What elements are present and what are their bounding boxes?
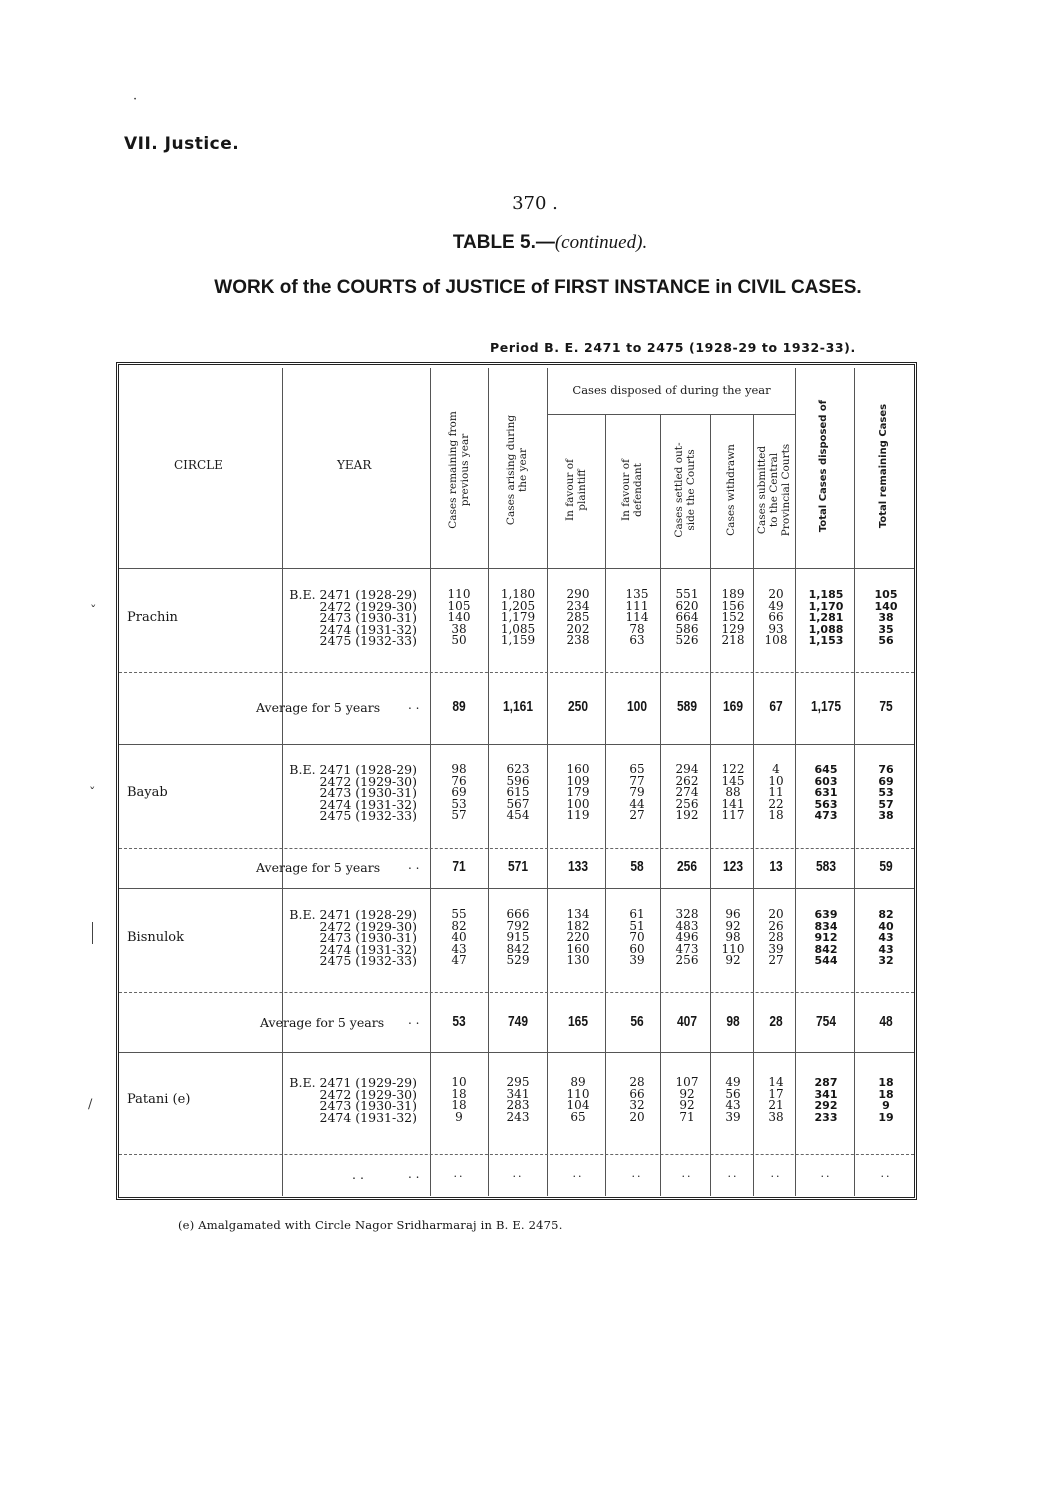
margin-mark: ˇ (90, 604, 97, 619)
cell-submitted: 20 49 66 93 108 (764, 587, 788, 647)
cell-total-disposed: 1,185 1,170 1,281 1,088 1,153 (808, 588, 844, 647)
header-rule (547, 414, 795, 415)
cell-remaining-prev: 55 82 40 43 47 (451, 907, 467, 967)
circle-name: Bayab (127, 784, 168, 800)
row-rule (119, 1052, 914, 1053)
average-label: Average for 5 years (260, 1015, 385, 1030)
average-remaining-prev: 53 (452, 1013, 466, 1030)
cell-settled: 328 483 496 473 256 (675, 907, 699, 967)
header-circle: CIRCLE (174, 458, 223, 472)
header-withdrawn: Cases withdrawn (725, 444, 737, 536)
cell-settled: 294 262 274 256 192 (675, 762, 699, 822)
table-title (0, 232, 1040, 254)
cell-plaintiff: 290 234 285 202 238 (566, 587, 590, 647)
column-rule (660, 414, 661, 1196)
average-total-remaining: 59 (879, 858, 893, 875)
average-total-disposed: 583 (815, 858, 837, 875)
cell-submitted: 20 26 28 39 27 (768, 907, 784, 967)
margin-mark: · (133, 92, 138, 107)
average-settled: 589 (676, 698, 698, 715)
average-withdrawn: 98 (726, 1013, 740, 1030)
circle-name: Prachin (127, 609, 178, 625)
cell-total-remaining: 105 140 38 35 56 (874, 588, 898, 647)
cell-plaintiff: 160 109 179 100 119 (566, 762, 590, 822)
cell-remaining-prev: 110 105 140 38 50 (447, 587, 471, 647)
average-settled: 256 (676, 858, 698, 875)
average-total-remaining: .. (880, 1167, 892, 1180)
cell-defendant: 135 111 114 78 63 (625, 587, 649, 647)
leader-dots: . . (408, 698, 420, 712)
cell-total-remaining: 18 18 9 19 (878, 1076, 894, 1124)
average-label: Average for 5 years (256, 860, 381, 875)
circle-name: Bisnulok (127, 929, 184, 945)
cell-remaining-prev: 10 18 18 9 (451, 1075, 467, 1124)
average-total-disposed: .. (820, 1167, 832, 1180)
cell-total-remaining: 76 69 53 57 38 (878, 763, 894, 822)
cell-settled: 107 92 92 71 (675, 1075, 699, 1124)
cell-settled: 551 620 664 586 526 (675, 587, 699, 647)
cell-total-remaining: 82 40 43 43 32 (878, 908, 894, 967)
margin-mark (92, 922, 93, 944)
cell-defendant: 65 77 79 44 27 (629, 762, 645, 822)
header-total-remaining: Total remaining Cases (878, 403, 889, 529)
cell-withdrawn: 49 56 43 39 (725, 1075, 741, 1124)
average-remaining-prev: .. (453, 1167, 465, 1180)
row-rule (119, 888, 914, 889)
period-line: Period B. E. 2471 to 2475 (1928-29 to 1932-33). (490, 340, 856, 355)
cell-arising: 623 596 615 567 454 (506, 762, 530, 822)
average-submitted: 13 (769, 858, 783, 875)
column-rule (282, 368, 283, 1196)
circle-years: B.E. 2471 (1928-29) 2472 (1929-30) 2473 (1930-31) 2474 (1931-32) 2475 (1932-33) (289, 907, 417, 968)
header-arising: Cases arising during the year (505, 414, 529, 526)
average-defendant: 58 (630, 858, 644, 875)
average-total-remaining: 75 (879, 698, 893, 715)
cell-total-disposed: 287 341 292 233 (814, 1076, 838, 1124)
header-total-disposed: Total Cases disposed of (818, 399, 829, 533)
header-disposed-group: Cases disposed of during the year (572, 383, 771, 397)
circle-years: B.E. 2471 (1929-29) 2472 (1929-30) 2473 (1930-31) 2474 (1931-32) (289, 1075, 417, 1125)
average-arising: .. (512, 1167, 524, 1180)
header-plaintiff: In favour of plaintiff (564, 459, 588, 521)
average-total-disposed: 754 (815, 1013, 837, 1030)
average-plaintiff: .. (572, 1167, 584, 1180)
average-total-disposed: 1,175 (810, 698, 842, 715)
column-rule (854, 368, 855, 1196)
circle-years: B.E. 2471 (1928-29) 2472 (1929-30) 2473 (1930-31) 2474 (1931-32) 2475 (1932-33) (289, 587, 417, 648)
cell-arising: 1,180 1,205 1,179 1,085 1,159 (500, 587, 536, 647)
average-submitted: 28 (769, 1013, 783, 1030)
circle-years: B.E. 2471 (1928-29) 2472 (1929-30) 2473 (1930-31) 2474 (1931-32) 2475 (1932-33) (289, 762, 417, 823)
leader-dots: . . (408, 858, 420, 872)
average-total-remaining: 48 (879, 1013, 893, 1030)
table-title-main: TABLE 5.— (452, 232, 555, 253)
cell-arising: 295 341 283 243 (506, 1075, 530, 1124)
header-rule (119, 568, 914, 569)
row-rule (119, 672, 914, 673)
average-arising: 749 (507, 1013, 529, 1030)
average-defendant: 56 (630, 1013, 644, 1030)
column-rule (488, 368, 489, 1196)
cell-total-disposed: 639 834 912 842 544 (814, 908, 838, 967)
average-withdrawn: .. (727, 1167, 739, 1180)
average-arising: 571 (507, 858, 529, 875)
average-plaintiff: 250 (567, 698, 589, 715)
cell-withdrawn: 122 145 88 141 117 (721, 762, 745, 822)
cell-plaintiff: 89 110 104 65 (566, 1075, 590, 1124)
column-rule (605, 414, 606, 1196)
margin-mark: ˇ (89, 786, 96, 801)
cell-withdrawn: 96 92 98 110 92 (721, 907, 745, 967)
header-settled: Cases settled out- side the Courts (673, 442, 697, 538)
leader-dots: . . (408, 1167, 420, 1181)
margin-mark: / (88, 1097, 93, 1112)
average-label: Average for 5 years (256, 700, 381, 715)
cell-withdrawn: 189 156 152 129 218 (721, 587, 745, 647)
cell-submitted: 14 17 21 38 (768, 1075, 784, 1124)
header-year: YEAR (337, 458, 372, 472)
average-remaining-prev: 71 (452, 858, 466, 875)
row-rule (119, 1154, 914, 1155)
cell-total-disposed: 645 603 631 563 473 (814, 763, 838, 822)
cell-arising: 666 792 915 842 529 (506, 907, 530, 967)
circle-name: Patani (e) (127, 1092, 191, 1107)
cell-remaining-prev: 98 76 69 53 57 (451, 762, 467, 822)
average-settled: 407 (676, 1013, 698, 1030)
average-arising: 1,161 (502, 698, 534, 715)
average-withdrawn: 123 (722, 858, 744, 875)
average-plaintiff: 133 (567, 858, 589, 875)
header-submitted: Cases submitted to the Central Provincial Courts (756, 443, 792, 537)
cell-defendant: 28 66 32 20 (629, 1075, 645, 1124)
average-label: . . (352, 1167, 364, 1182)
table-title-continued: (continued). (554, 232, 648, 253)
section-title: VII. Justice. (124, 134, 240, 154)
row-rule (119, 992, 914, 993)
average-remaining-prev: 89 (452, 698, 466, 715)
average-plaintiff: 165 (567, 1013, 589, 1030)
leader-dots: . . (408, 1013, 420, 1027)
row-rule (119, 848, 914, 849)
average-submitted: .. (770, 1167, 782, 1180)
row-rule (119, 744, 914, 745)
column-rule (547, 368, 548, 1196)
average-defendant: .. (631, 1167, 643, 1180)
average-withdrawn: 169 (722, 698, 744, 715)
cell-submitted: 4 10 11 22 18 (768, 762, 784, 822)
header-remaining-prev: Cases remaining from previous year (447, 411, 471, 529)
average-defendant: 100 (626, 698, 648, 715)
cell-defendant: 61 51 70 60 39 (629, 907, 645, 967)
page-number: 370 . (512, 193, 558, 214)
header-defendant: In favour of defendant (620, 459, 644, 521)
table-subtitle: WORK of the COURTS of JUSTICE of FIRST INSTANCE in CIVIL CASES. (214, 277, 862, 298)
average-submitted: 67 (769, 698, 783, 715)
footnote: (e) Amalgamated with Circle Nagor Sridharmaraj in B. E. 2475. (178, 1218, 563, 1232)
column-rule (430, 368, 431, 1196)
average-settled: .. (681, 1167, 693, 1180)
cell-plaintiff: 134 182 220 160 130 (566, 907, 590, 967)
